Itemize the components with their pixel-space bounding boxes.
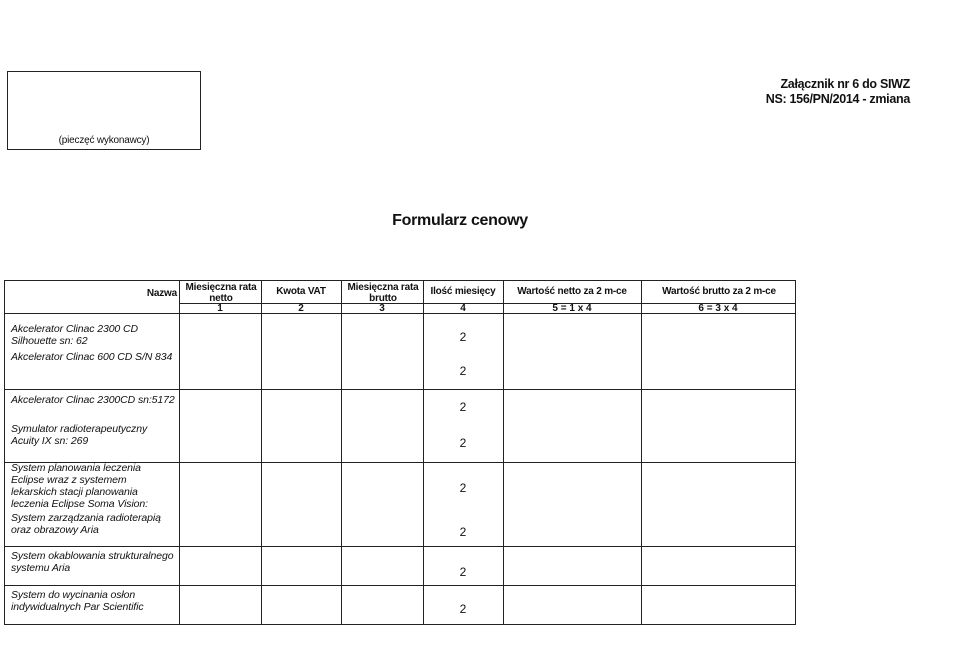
months-value: 2 [459, 436, 467, 450]
column-header-brutto: Miesięczna rata brutto [347, 282, 419, 304]
reference-number: NS: 156/PN/2014 - zmiana [765, 92, 910, 106]
price-table [4, 280, 796, 625]
item-name: Akcelerator Clinac 2300 CD Silhouette sn: 62 [11, 323, 138, 347]
table-divider [261, 281, 262, 624]
stamp-box [7, 71, 201, 150]
months-value: 2 [459, 481, 467, 495]
column-number: 4 [460, 303, 466, 314]
item-name: System planowania leczenia Eclipse wraz z systemem lekarskich stacji planowania leczenia Eclipse Soma Vision: [11, 462, 148, 510]
table-divider [5, 389, 795, 390]
page-title: Formularz cenowy [392, 212, 528, 229]
column-header-value-net: Wartość netto za 2 m-ce [517, 286, 627, 297]
annex-label: Załącznik nr 6 do SIWZ [780, 77, 910, 91]
table-divider [5, 546, 795, 547]
column-number: 5 = 1 x 4 [552, 303, 592, 314]
item-name: System zarządzania radioterapią oraz obrazowy Aria [11, 512, 161, 536]
months-value: 2 [459, 364, 467, 378]
stamp-caption: (pieczęć wykonawcy) [58, 135, 150, 146]
table-divider [5, 585, 795, 586]
column-header-vat: Kwota VAT [276, 286, 326, 297]
table-divider [503, 281, 504, 624]
item-name: System do wycinania osłon indywidualnych Par Scientific [11, 589, 144, 613]
months-value: 2 [459, 330, 467, 344]
document-header [766, 77, 910, 107]
item-name: Symulator radioterapeutyczny Acuity IX sn: 269 [11, 423, 148, 447]
table-divider [179, 281, 180, 624]
column-number: 6 = 3 x 4 [698, 303, 738, 314]
column-number: 2 [298, 303, 304, 314]
column-header-months: Ilość miesięcy [430, 286, 496, 297]
item-name: Akcelerator Clinac 600 CD S/N 834 [11, 351, 173, 363]
months-value: 2 [459, 565, 467, 579]
column-header-netto: Miesięczna rata netto [185, 282, 257, 304]
column-number: 3 [379, 303, 385, 314]
table-divider [423, 281, 424, 624]
months-value: 2 [459, 525, 467, 539]
column-header-nazwa: Nazwa [146, 288, 177, 299]
table-divider [341, 281, 342, 624]
item-name: Akcelerator Clinac 2300CD sn:5172 [11, 394, 175, 406]
column-number: 1 [217, 303, 223, 314]
table-divider [641, 281, 642, 624]
item-name: System okablowania strukturalnego systemu Aria [11, 550, 174, 574]
column-header-value-gross: Wartość brutto za 2 m-ce [662, 286, 776, 297]
months-value: 2 [459, 400, 467, 414]
months-value: 2 [459, 602, 467, 616]
